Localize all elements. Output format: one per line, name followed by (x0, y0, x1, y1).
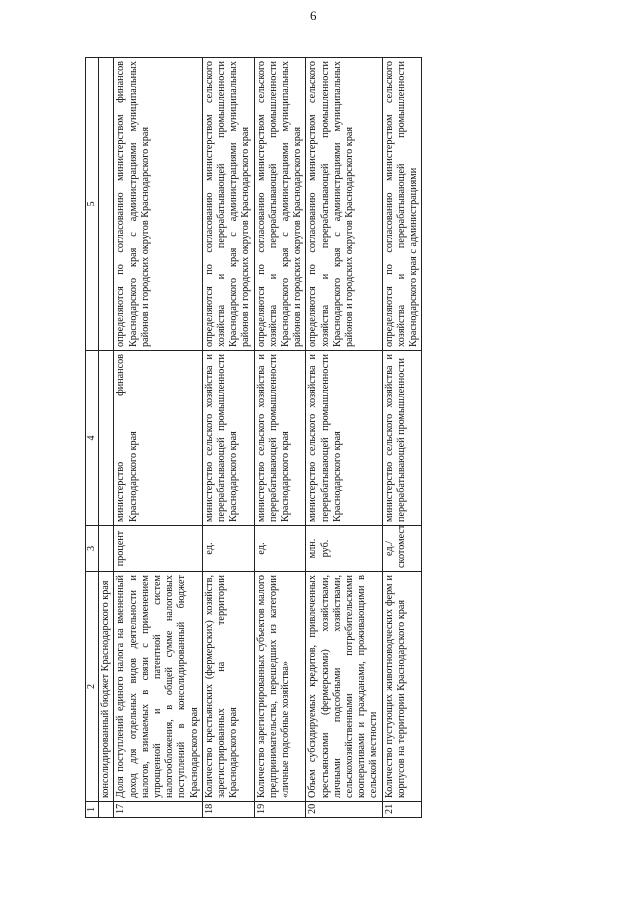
table-row (382, 58, 422, 818)
indicators-table (85, 57, 422, 818)
method-cell: определяются по согласованию министерством финансов Краснодарского края с администрациями муниципальных районов и городских округов Краснодарского края (114, 58, 202, 351)
unit-cell (99, 526, 114, 572)
responsible-cell: министерство финансов Краснодарского края (114, 351, 202, 526)
row-number: 18 (202, 802, 254, 818)
table-header-row (86, 58, 99, 818)
row-number: 20 (306, 802, 382, 818)
indicator-cell: Количество зарегистрированных субъектов малого предпринимательства, перешедших из категории «личные подсобные хозяйства» (254, 572, 306, 802)
responsible-cell: министерство сельского хозяйства и перерабатывающей промышленности Краснодарского края (306, 351, 382, 526)
unit-cell: ед. (202, 526, 254, 572)
indicator-cell: Доля поступлений единого налога на вмененный доход для отдельных видов деятельности и налогов, взимаемых в связи с применением упрощенной и патентной систем налогообложения, в общей сумме налоговых поступлений в консолидированный бюджет Краснодарского края (114, 572, 202, 802)
indicator-cell: консолидированный бюджет Краснодарского края (99, 572, 114, 802)
responsible-cell (99, 351, 114, 526)
responsible-cell: министерство сельского хозяйства и перерабатывающей промышленности Краснодарского края (202, 351, 254, 526)
header-col-4: 4 (86, 351, 99, 526)
rotated-table-container (85, 58, 620, 818)
row-number: 21 (382, 802, 422, 818)
table-row (114, 58, 202, 818)
page-number: 6 (310, 8, 317, 23)
table-row (202, 58, 254, 818)
method-cell (99, 58, 114, 351)
method-cell: определяются по согласованию министерством сельского хозяйства и перерабатывающей промышленности Краснодарского края с администрациями (382, 58, 422, 351)
table-row (254, 58, 306, 818)
method-cell: определяются по согласованию министерством сельского хозяйства и перерабатывающей промышленности Краснодарского края с администрациями муниципальных районов и городских округов Краснодарского края (306, 58, 382, 351)
unit-cell: ед. (254, 526, 306, 572)
rotated-table (85, 58, 620, 818)
method-cell: определяются по согласованию министерством сельского хозяйства и перерабатывающей промышленности Краснодарского края с администрациями муниципальных районов и городских округов Краснодарского края (254, 58, 306, 351)
responsible-cell: министерство сельского хозяйства и перерабатывающей промышленности (382, 351, 422, 526)
method-cell: определяются по согласованию министерством сельского хозяйства и перерабатывающей промышленности Краснодарского края с администрациями муниципальных районов и городских округов Краснодарского края (202, 58, 254, 351)
table-row-continuation (99, 58, 114, 818)
row-number: 17 (114, 802, 202, 818)
indicator-cell: Объем субсидируемых кредитов, привлеченных крестьянскими (фермерскими) хозяйствами, личными подсобными хозяйствами, сельскохозяйственными потребительскими кооперативами и гражданами, проживающими в сельской местности (306, 572, 382, 802)
header-col-2: 2 (86, 572, 99, 802)
unit-cell: процент (114, 526, 202, 572)
indicator-cell: Количество крестьянских (фермерских) хозяйств, зарегистрированных на территории Краснодарского края (202, 572, 254, 802)
unit-cell: ед./ скотомест (382, 526, 422, 572)
row-number: 19 (254, 802, 306, 818)
table-row (306, 58, 382, 818)
responsible-cell: министерство сельского хозяйства и перерабатывающей промышленности Краснодарского края (254, 351, 306, 526)
header-col-1: 1 (86, 802, 99, 818)
row-number (99, 802, 114, 818)
header-col-3: 3 (86, 526, 99, 572)
unit-cell: млн. руб. (306, 526, 382, 572)
header-col-5: 5 (86, 58, 99, 351)
indicator-cell: Количество пустующих животноводческих ферм и корпусов на территории Краснодарского края (382, 572, 422, 802)
